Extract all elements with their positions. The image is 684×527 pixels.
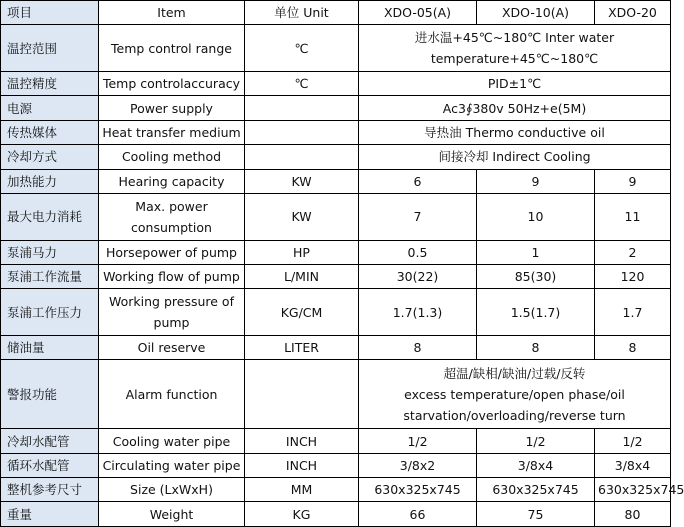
row-label-cn: 储油量 <box>1 335 99 359</box>
row-label-cn: 警报功能 <box>1 360 99 429</box>
row-label-en: Horsepower of pump <box>99 240 245 264</box>
row-value-shared <box>359 25 671 72</box>
row-unit: KG/CM <box>245 289 359 336</box>
row-value-xdo-20: 80 <box>595 502 671 527</box>
row-label-cn: 整机参考尺寸 <box>1 478 99 502</box>
row-label-en: Temp controlaccuracy <box>99 72 245 96</box>
row-value-xdo-20: 120 <box>595 264 671 288</box>
header-item-cn: 项目 <box>1 1 99 25</box>
row-label-en: Working flow of pump <box>99 264 245 288</box>
header-unit: 单位 Unit <box>245 1 359 25</box>
row-unit: MM <box>245 478 359 502</box>
row-value-xdo-20: 1/2 <box>595 429 671 453</box>
row-value-xdo-10: 75 <box>477 502 595 527</box>
row-label-cn: 泵浦工作流量 <box>1 264 99 288</box>
row-value-xdo-05: 1.7(1.3) <box>359 289 477 336</box>
row-value-xdo-10: 85(30) <box>477 264 595 288</box>
row-unit: HP <box>245 240 359 264</box>
row-value-shared: Ac3∮380v 50Hz+e(5M) <box>359 96 671 120</box>
row-label-en: Heat transfer medium <box>99 120 245 144</box>
row-label-en: Cooling water pipe <box>99 429 245 453</box>
row-label-cn: 温控精度 <box>1 72 99 96</box>
row-label-cn: 温控范围 <box>1 25 99 72</box>
table-row <box>1 96 671 120</box>
row-value-xdo-20: 8 <box>595 335 671 359</box>
row-label-en: Weight <box>99 502 245 527</box>
row-unit <box>245 96 359 120</box>
row-label-en: Size (LxWxH) <box>99 478 245 502</box>
row-unit: INCH <box>245 429 359 453</box>
row-label-en <box>99 193 245 240</box>
label-line: Working pressure of <box>109 294 234 310</box>
row-label-cn: 冷却方式 <box>1 145 99 169</box>
row-value-xdo-05: 630x325x745 <box>359 478 477 502</box>
value-line: excess temperature/open phase/oil <box>404 386 625 402</box>
row-label-cn: 泵浦马力 <box>1 240 99 264</box>
value-line: starvation/overloading/reverse turn <box>403 407 626 423</box>
row-value-xdo-05: 8 <box>359 335 477 359</box>
header-model-xdo-05: XDO-05(A) <box>359 1 477 25</box>
row-unit: KW <box>245 193 359 240</box>
row-value-xdo-20: 2 <box>595 240 671 264</box>
table-row <box>1 478 671 502</box>
header-model-xdo-20: XDO-20 <box>595 1 671 25</box>
row-value-xdo-10: 1.5(1.7) <box>477 289 595 336</box>
table-row <box>1 169 671 193</box>
row-unit: KG <box>245 502 359 527</box>
row-unit: L/MIN <box>245 264 359 288</box>
row-value-xdo-10: 1/2 <box>477 429 595 453</box>
row-label-cn: 加热能力 <box>1 169 99 193</box>
row-label-cn: 传热媒体 <box>1 120 99 144</box>
row-label-cn: 循环水配管 <box>1 453 99 477</box>
row-value-xdo-05: 3/8x2 <box>359 453 477 477</box>
row-label-cn: 最大电力消耗 <box>1 193 99 240</box>
header-item-en: Item <box>99 1 245 25</box>
row-label-en: Oil reserve <box>99 335 245 359</box>
value-line: temperature+45℃~180℃ <box>430 51 599 67</box>
row-label-en: Hearing capacity <box>99 169 245 193</box>
table-row <box>1 145 671 169</box>
row-value-xdo-10: 3/8x4 <box>477 453 595 477</box>
row-value-xdo-20: 630x325x745 <box>595 478 671 502</box>
row-value-xdo-05: 66 <box>359 502 477 527</box>
row-value-xdo-20: 3/8x4 <box>595 453 671 477</box>
row-value-shared: 间接冷却 Indirect Cooling <box>359 145 671 169</box>
label-line: pump <box>153 315 190 331</box>
row-label-cn: 重量 <box>1 502 99 527</box>
row-label-en: Power supply <box>99 96 245 120</box>
row-value-xdo-20: 11 <box>595 193 671 240</box>
table-row <box>1 360 671 429</box>
table-row <box>1 429 671 453</box>
row-value-xdo-05: 7 <box>359 193 477 240</box>
row-value-xdo-05: 30(22) <box>359 264 477 288</box>
row-value-xdo-10: 1 <box>477 240 595 264</box>
row-label-en: Cooling method <box>99 145 245 169</box>
row-unit: KW <box>245 169 359 193</box>
table-row <box>1 193 671 240</box>
table-row <box>1 72 671 96</box>
row-unit <box>245 120 359 144</box>
row-unit <box>245 360 359 429</box>
table-row <box>1 120 671 144</box>
table-row <box>1 25 671 72</box>
table-row <box>1 502 671 527</box>
row-value-xdo-10: 10 <box>477 193 595 240</box>
row-value-shared: 导热油 Thermo conductive oil <box>359 120 671 144</box>
row-label-en: Alarm function <box>99 360 245 429</box>
value-line: 超温/缺相/缺油/过载/反转 <box>443 365 586 381</box>
row-value-xdo-20: 1.7 <box>595 289 671 336</box>
row-unit <box>245 145 359 169</box>
label-line: consumption <box>131 219 212 235</box>
table-row <box>1 264 671 288</box>
header-row <box>1 1 671 25</box>
row-value-shared <box>359 360 671 429</box>
row-unit: INCH <box>245 453 359 477</box>
row-label-cn: 电源 <box>1 96 99 120</box>
row-value-xdo-10: 9 <box>477 169 595 193</box>
row-value-shared: PID±1℃ <box>359 72 671 96</box>
row-value-xdo-05: 0.5 <box>359 240 477 264</box>
row-value-xdo-10: 630x325x745 <box>477 478 595 502</box>
row-label-en <box>99 289 245 336</box>
row-value-xdo-05: 1/2 <box>359 429 477 453</box>
row-label-cn: 冷却水配管 <box>1 429 99 453</box>
row-value-xdo-10: 8 <box>477 335 595 359</box>
table-row <box>1 335 671 359</box>
row-label-en: Temp control range <box>99 25 245 72</box>
header-model-xdo-10: XDO-10(A) <box>477 1 595 25</box>
row-label-en: Circulating water pipe <box>99 453 245 477</box>
table-row <box>1 453 671 477</box>
row-value-xdo-20: 9 <box>595 169 671 193</box>
row-label-cn: 泵浦工作压力 <box>1 289 99 336</box>
table-row <box>1 240 671 264</box>
label-line: Max. power <box>135 198 208 214</box>
row-unit: ℃ <box>245 25 359 72</box>
row-unit: LITER <box>245 335 359 359</box>
row-unit: ℃ <box>245 72 359 96</box>
value-line: 进水温+45℃~180℃ Inter water <box>414 30 615 46</box>
row-value-xdo-05: 6 <box>359 169 477 193</box>
table-row <box>1 289 671 336</box>
